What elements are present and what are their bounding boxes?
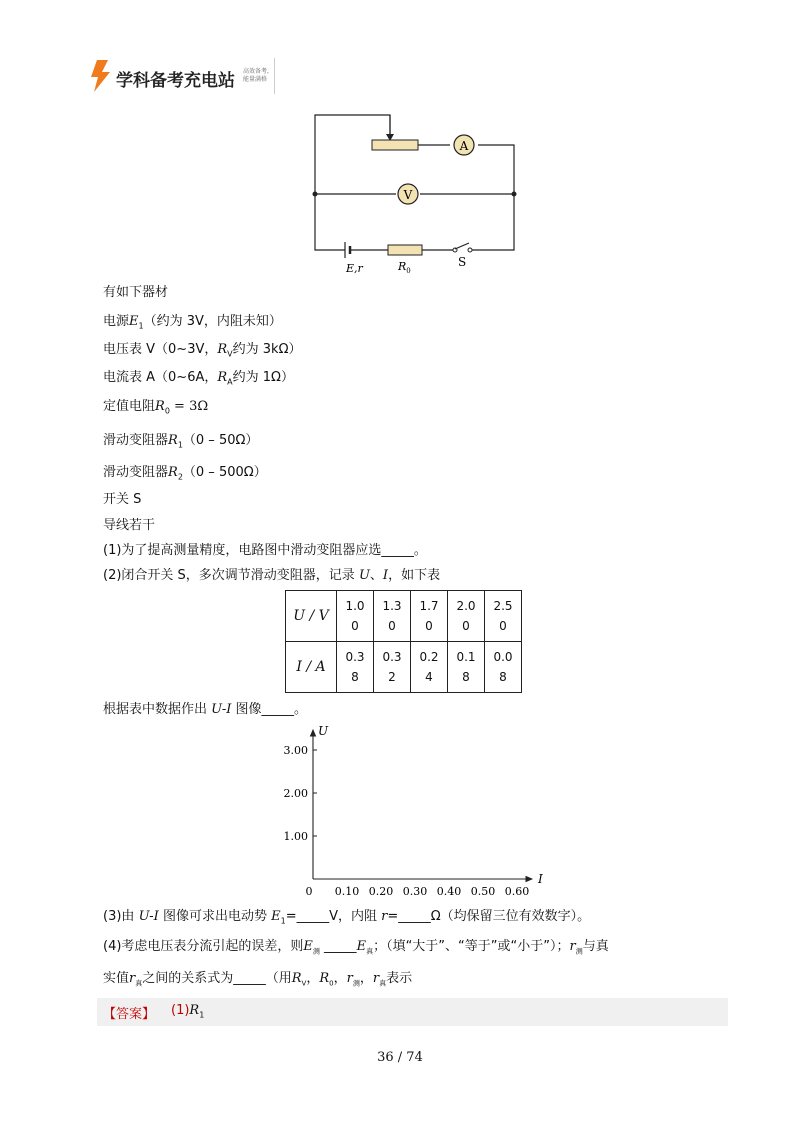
- junction-dot-right: [512, 192, 517, 197]
- sub-true: 真: [135, 979, 143, 988]
- sub-v: V: [301, 979, 307, 988]
- sep: ，: [333, 971, 347, 986]
- circuit-diagram: [300, 100, 540, 280]
- item-voltmeter-detail: 约为 3kΩ）: [232, 342, 302, 357]
- resistor-sub: 0: [406, 267, 411, 275]
- q2-sep: 、: [369, 568, 383, 583]
- x-tick-label: 0.20: [368, 885, 394, 898]
- cell-top: 0.0: [493, 650, 513, 664]
- ui-chart: [270, 720, 560, 905]
- cell-top: 0.1: [456, 650, 476, 664]
- cell-bottom: 0: [462, 619, 470, 633]
- y-tick-label: 3.00: [283, 744, 308, 757]
- symbol-r: R: [189, 1003, 200, 1018]
- switch-contact-2: [468, 248, 472, 252]
- item-rheostat-1-range: （0 – 50Ω）: [182, 433, 259, 448]
- cell-bottom: 4: [425, 670, 433, 684]
- logo-text: 学科备考充电站: [116, 71, 235, 91]
- table-cell: [374, 591, 411, 642]
- symbol-r: R: [217, 370, 228, 385]
- switch-blade: [455, 243, 469, 249]
- resistor-label: R: [398, 260, 407, 273]
- table-row: [286, 642, 522, 693]
- item-rheostat-1-text: 滑动变阻器: [103, 433, 169, 448]
- item-fixed-resistor-text: 定值电阻: [103, 399, 156, 414]
- table-header-i: I / A: [286, 642, 337, 693]
- cell-top: 2.5: [493, 599, 513, 613]
- sub-true: 真: [379, 979, 387, 988]
- x-tick-label: 0.30: [402, 885, 428, 898]
- table-cell: [485, 642, 522, 693]
- rheostat: [372, 140, 418, 150]
- q4-options: ；（填“大于”、“等于”或“小于”）；: [373, 939, 570, 954]
- answer-text: (1): [171, 1003, 190, 1018]
- item-fixed-resistor-value: = 3Ω: [169, 399, 209, 414]
- sub-measured: 测: [312, 947, 320, 956]
- sub-1: 1: [280, 916, 286, 926]
- item-wires: 导线若干: [103, 518, 156, 533]
- item-ammeter-text: 电流表 A（0~6A，: [103, 370, 218, 385]
- symbol-r: R: [291, 971, 302, 986]
- sub-0: 0: [164, 406, 170, 416]
- sub-v: V: [227, 349, 233, 359]
- junction-dot-left: [313, 192, 318, 197]
- item-voltmeter: [103, 341, 302, 364]
- item-voltmeter-text: 电压表 V（0~3V，: [103, 342, 218, 357]
- sub-true: 真: [366, 947, 374, 956]
- symbol-r: R: [168, 433, 178, 448]
- q3-text: (3)由: [103, 909, 139, 924]
- cell-top: 2.0: [456, 599, 476, 613]
- source-label: E,r: [346, 262, 363, 275]
- question-1: (1)为了提高测量精度，电路图中滑动变阻器应选_____。: [103, 543, 427, 558]
- q4-line2-end: 表示: [386, 971, 413, 986]
- x-axis-label: I: [538, 872, 543, 886]
- lightning-bolt-icon: [88, 60, 112, 92]
- symbol-i: I: [382, 568, 389, 583]
- intro-line: 有如下器材: [103, 285, 169, 300]
- x-tick-label: 0: [305, 885, 313, 898]
- question-4-line2: [103, 970, 412, 993]
- voltmeter-label: V: [403, 188, 413, 202]
- cell-top: 1.0: [345, 599, 365, 613]
- item-rheostat-1: [103, 432, 258, 455]
- symbol-r: r: [569, 939, 576, 954]
- y-tick-label: 2.00: [283, 787, 308, 800]
- cell-top: 1.3: [382, 599, 402, 613]
- svg-text:R0: [397, 260, 411, 275]
- symbol-e: E: [356, 939, 367, 954]
- q4-blank: _____: [319, 939, 357, 954]
- cell-bottom: 0: [499, 619, 507, 633]
- item-rheostat-2-range: （0 – 500Ω）: [182, 465, 267, 480]
- answer-label: 【答案】: [103, 1007, 156, 1022]
- q3-text-3: =_____V，内阻: [285, 909, 382, 924]
- symbol-e: E: [271, 909, 281, 924]
- item-switch: 开关 S: [103, 492, 142, 507]
- table-cell: [411, 642, 448, 693]
- q4-text-end: 与真: [582, 939, 609, 954]
- sub-1: 1: [177, 440, 183, 450]
- plot-prompt: [103, 701, 307, 719]
- cell-bottom: 2: [388, 670, 396, 684]
- symbol-r: r: [346, 971, 353, 986]
- cell-top: 1.7: [419, 599, 439, 613]
- header-divider: [274, 58, 275, 94]
- fixed-resistor: [388, 245, 422, 255]
- cell-bottom: 0: [351, 619, 359, 633]
- q4-text: (4)考虑电压表分流引起的误差，则: [103, 939, 304, 954]
- sub-measured: 测: [575, 947, 583, 956]
- plot-prompt-text: 根据表中数据作出: [103, 702, 212, 717]
- cell-bottom: 8: [351, 670, 359, 684]
- q3-text-4: =_____Ω（均保留三位有效数字）。: [387, 909, 591, 924]
- item-source-text: 电源: [103, 314, 130, 329]
- question-4-line1: [103, 938, 609, 961]
- symbol-r: r: [372, 971, 380, 986]
- item-rheostat-2: [103, 464, 267, 487]
- ammeter-label: A: [459, 139, 469, 153]
- header-logo: [88, 60, 278, 94]
- symbol-u: U: [358, 568, 370, 583]
- cell-bottom: 0: [425, 619, 433, 633]
- table-cell: [448, 642, 485, 693]
- sep: ，: [306, 971, 320, 986]
- table-cell: [337, 642, 374, 693]
- x-tick-label: 0.60: [504, 885, 530, 898]
- cell-top: 0.2: [419, 650, 439, 664]
- y-tick-label: 1.00: [283, 830, 308, 843]
- q4-line2-text: 实值: [103, 971, 130, 986]
- symbol-r: R: [319, 971, 330, 986]
- cell-top: 0.3: [382, 650, 402, 664]
- cell-bottom: 0: [388, 619, 396, 633]
- sub-1: 1: [138, 321, 144, 331]
- y-axis-label: U: [318, 724, 329, 738]
- symbol-r: R: [155, 399, 165, 414]
- symbol-r: R: [217, 342, 228, 357]
- table-header-u: U / V: [286, 591, 337, 642]
- item-rheostat-2-text: 滑动变阻器: [103, 465, 169, 480]
- item-ammeter: [103, 369, 294, 392]
- plot-prompt-end: 图像_____。: [231, 702, 308, 717]
- item-fixed-resistor: [103, 398, 208, 421]
- cell-bottom: 8: [499, 670, 507, 684]
- symbol-ui: U-I: [211, 702, 232, 717]
- table-cell: [337, 591, 374, 642]
- q2-text: (2)闭合开关 S，多次调节滑动变阻器，记录: [103, 568, 359, 583]
- data-table: [285, 590, 522, 693]
- x-tick-label: 0.40: [436, 885, 462, 898]
- item-source-detail: （约为 3V，内阻未知）: [143, 314, 282, 329]
- symbol-e: E: [303, 939, 313, 954]
- q2-text-end: ，如下表: [388, 568, 441, 583]
- cell-bottom: 8: [462, 670, 470, 684]
- table-cell: [448, 591, 485, 642]
- question-3: [103, 908, 590, 931]
- sep: ，: [359, 971, 373, 986]
- question-2: [103, 567, 440, 585]
- q4-line2-text-2: 之间的关系式为_____（用: [142, 971, 292, 986]
- cell-top: 0.3: [345, 650, 365, 664]
- symbol-r: r: [381, 909, 388, 924]
- x-tick-label: 0.10: [334, 885, 360, 898]
- table-row: [286, 591, 522, 642]
- item-source: [103, 313, 282, 336]
- switch-label: S: [458, 255, 467, 269]
- answer-content: [171, 1003, 204, 1020]
- x-tick-label: 0.50: [470, 885, 496, 898]
- symbol-r: R: [168, 465, 178, 480]
- symbol-ui: U-I: [138, 909, 159, 924]
- sub-a: A: [227, 377, 233, 387]
- table-cell: [485, 591, 522, 642]
- page-number: 36 / 74: [377, 1050, 423, 1065]
- table-cell: [374, 642, 411, 693]
- slogan-line2: 能量满格: [243, 76, 268, 83]
- item-ammeter-detail: 约为 1Ω）: [232, 370, 294, 385]
- q3-text-2: 图像可求出电动势: [158, 909, 272, 924]
- table-cell: [411, 591, 448, 642]
- answer-bar: [97, 998, 728, 1026]
- sub-2: 2: [177, 472, 183, 482]
- symbol-e: E: [129, 314, 139, 329]
- sub-1: 1: [199, 1010, 205, 1020]
- sub-0: 0: [329, 979, 334, 988]
- sub-measured: 测: [352, 979, 360, 988]
- symbol-r: r: [129, 971, 136, 986]
- slogan-line1: 高效备考,: [243, 68, 269, 75]
